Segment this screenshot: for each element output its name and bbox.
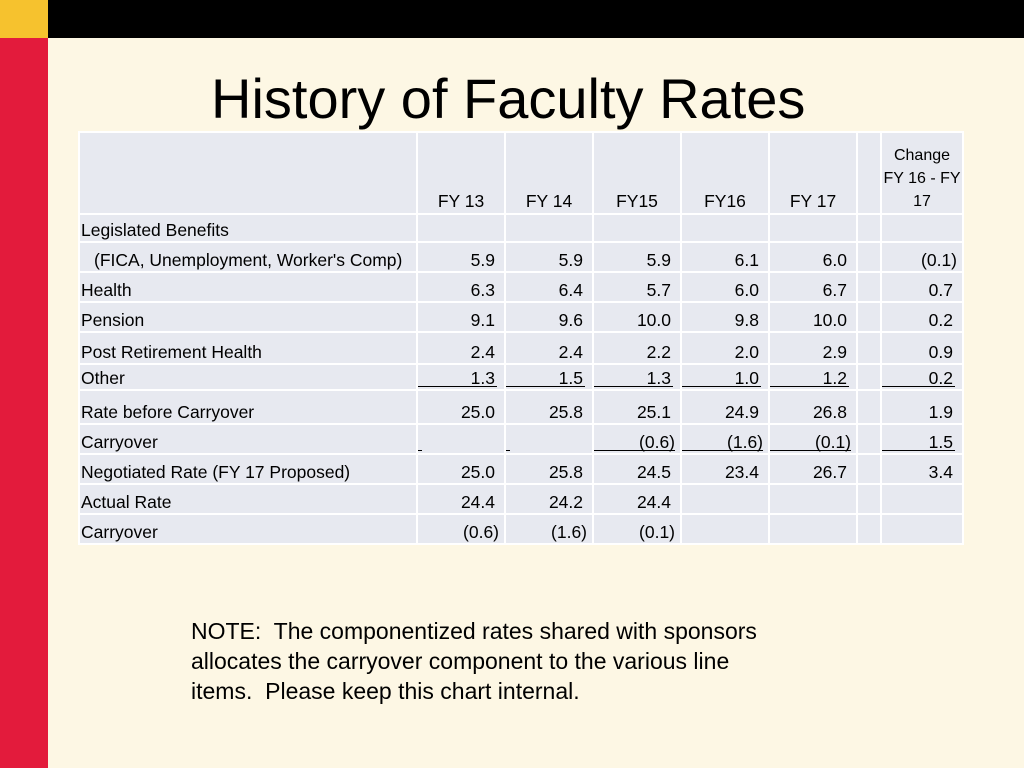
note-text: NOTE: The componentized rates shared with sponsors allocates the carryover component to the various line items. Please keep this chart internal. bbox=[191, 618, 764, 704]
cell-fy14: 2.4 bbox=[506, 333, 592, 363]
cell-change: 0.7 bbox=[882, 273, 962, 301]
cell-fy15: (0.1) bbox=[594, 515, 680, 543]
row-label: Pension bbox=[80, 303, 416, 331]
cell-fy13: 24.4 bbox=[418, 485, 504, 513]
row-label: Carryover bbox=[80, 515, 416, 543]
table-row bbox=[80, 391, 962, 423]
cell-change bbox=[882, 515, 962, 543]
cell-fy16: 24.9 bbox=[682, 391, 768, 423]
cell-fy14: 5.9 bbox=[506, 243, 592, 271]
corner-accent bbox=[0, 0, 48, 38]
table-row bbox=[80, 515, 962, 543]
cell-fy15: 5.9 bbox=[594, 243, 680, 271]
cell-fy13: 5.9 bbox=[418, 243, 504, 271]
cell-blank bbox=[858, 391, 880, 423]
cell-fy15 bbox=[594, 215, 680, 241]
table-row bbox=[80, 215, 962, 241]
cell-fy17: 26.8 bbox=[770, 391, 856, 423]
table-row bbox=[80, 455, 962, 483]
cell-fy17: 26.7 bbox=[770, 455, 856, 483]
table-row bbox=[80, 243, 962, 271]
cell-fy15: 10.0 bbox=[594, 303, 680, 331]
cell-fy14 bbox=[506, 425, 592, 453]
cell-fy15: 24.5 bbox=[594, 455, 680, 483]
cell-blank bbox=[858, 485, 880, 513]
cell-fy13 bbox=[418, 425, 504, 453]
cell-fy13: 9.1 bbox=[418, 303, 504, 331]
cell-blank bbox=[858, 365, 880, 389]
table-row bbox=[80, 365, 962, 389]
col-header-change: Change FY 16 - FY 17 bbox=[882, 133, 962, 213]
cell-fy17: 10.0 bbox=[770, 303, 856, 331]
table-row bbox=[80, 425, 962, 453]
slide-title: History of Faculty Rates bbox=[211, 67, 806, 130]
cell-fy15: 2.2 bbox=[594, 333, 680, 363]
col-header-fy14: FY 14 bbox=[506, 133, 592, 213]
cell-fy14: 6.4 bbox=[506, 273, 592, 301]
cell-blank bbox=[858, 243, 880, 271]
col-header-fy16: FY16 bbox=[682, 133, 768, 213]
cell-change: 1.5 bbox=[882, 425, 962, 453]
cell-blank bbox=[858, 425, 880, 453]
row-label: Legislated Benefits bbox=[80, 215, 416, 241]
cell-blank bbox=[858, 215, 880, 241]
cell-fy16: 1.0 bbox=[682, 365, 768, 389]
cell-blank bbox=[858, 333, 880, 363]
cell-fy14 bbox=[506, 215, 592, 241]
side-bar bbox=[0, 38, 48, 768]
col-header-fy17: FY 17 bbox=[770, 133, 856, 213]
row-label: Post Retirement Health bbox=[80, 333, 416, 363]
cell-fy16 bbox=[682, 515, 768, 543]
cell-change bbox=[882, 485, 962, 513]
row-label: (FICA, Unemployment, Worker's Comp) bbox=[80, 243, 416, 271]
cell-fy14: 25.8 bbox=[506, 455, 592, 483]
header-row bbox=[80, 133, 962, 213]
row-label: Carryover bbox=[80, 425, 416, 453]
cell-fy15: (0.6) bbox=[594, 425, 680, 453]
cell-fy17 bbox=[770, 485, 856, 513]
cell-fy13: 25.0 bbox=[418, 391, 504, 423]
cell-change: 1.9 bbox=[882, 391, 962, 423]
cell-fy14: (1.6) bbox=[506, 515, 592, 543]
cell-fy16: 2.0 bbox=[682, 333, 768, 363]
cell-fy13 bbox=[418, 215, 504, 241]
row-label: Health bbox=[80, 273, 416, 301]
cell-fy17: 2.9 bbox=[770, 333, 856, 363]
cell-fy13: 6.3 bbox=[418, 273, 504, 301]
cell-fy16 bbox=[682, 485, 768, 513]
top-bar bbox=[48, 0, 1024, 38]
cell-fy17: 6.7 bbox=[770, 273, 856, 301]
col-header-fy13: FY 13 bbox=[418, 133, 504, 213]
cell-fy16: 6.1 bbox=[682, 243, 768, 271]
cell-change: (0.1) bbox=[882, 243, 962, 271]
row-label: Rate before Carryover bbox=[80, 391, 416, 423]
cell-fy15: 1.3 bbox=[594, 365, 680, 389]
cell-blank bbox=[858, 303, 880, 331]
cell-blank bbox=[858, 273, 880, 301]
cell-fy15: 25.1 bbox=[594, 391, 680, 423]
cell-fy14: 24.2 bbox=[506, 485, 592, 513]
cell-fy14: 9.6 bbox=[506, 303, 592, 331]
cell-fy17: 6.0 bbox=[770, 243, 856, 271]
cell-fy16: 6.0 bbox=[682, 273, 768, 301]
cell-change: 0.9 bbox=[882, 333, 962, 363]
cell-fy16: 23.4 bbox=[682, 455, 768, 483]
cell-fy15: 24.4 bbox=[594, 485, 680, 513]
table-row bbox=[80, 303, 962, 331]
table-row bbox=[80, 485, 962, 513]
cell-fy13: (0.6) bbox=[418, 515, 504, 543]
cell-fy16: (1.6) bbox=[682, 425, 768, 453]
cell-fy13: 2.4 bbox=[418, 333, 504, 363]
cell-fy17: (0.1) bbox=[770, 425, 856, 453]
cell-fy16: 9.8 bbox=[682, 303, 768, 331]
cell-fy13: 1.3 bbox=[418, 365, 504, 389]
col-header-fy15: FY15 bbox=[594, 133, 680, 213]
cell-change: 0.2 bbox=[882, 303, 962, 331]
row-label: Other bbox=[80, 365, 416, 389]
cell-fy17 bbox=[770, 515, 856, 543]
cell-fy13: 25.0 bbox=[418, 455, 504, 483]
cell-fy17: 1.2 bbox=[770, 365, 856, 389]
row-label: Actual Rate bbox=[80, 485, 416, 513]
cell-change: 0.2 bbox=[882, 365, 962, 389]
cell-change: 3.4 bbox=[882, 455, 962, 483]
cell-fy14: 25.8 bbox=[506, 391, 592, 423]
table-row bbox=[80, 333, 962, 363]
cell-fy17 bbox=[770, 215, 856, 241]
cell-blank bbox=[858, 455, 880, 483]
cell-blank bbox=[858, 515, 880, 543]
col-header-label bbox=[80, 133, 416, 213]
cell-fy14: 1.5 bbox=[506, 365, 592, 389]
faculty-rates-table bbox=[78, 131, 964, 545]
table-row bbox=[80, 273, 962, 301]
col-header-blank bbox=[858, 133, 880, 213]
cell-change bbox=[882, 215, 962, 241]
cell-fy16 bbox=[682, 215, 768, 241]
row-label: Negotiated Rate (FY 17 Proposed) bbox=[80, 455, 416, 483]
cell-fy15: 5.7 bbox=[594, 273, 680, 301]
